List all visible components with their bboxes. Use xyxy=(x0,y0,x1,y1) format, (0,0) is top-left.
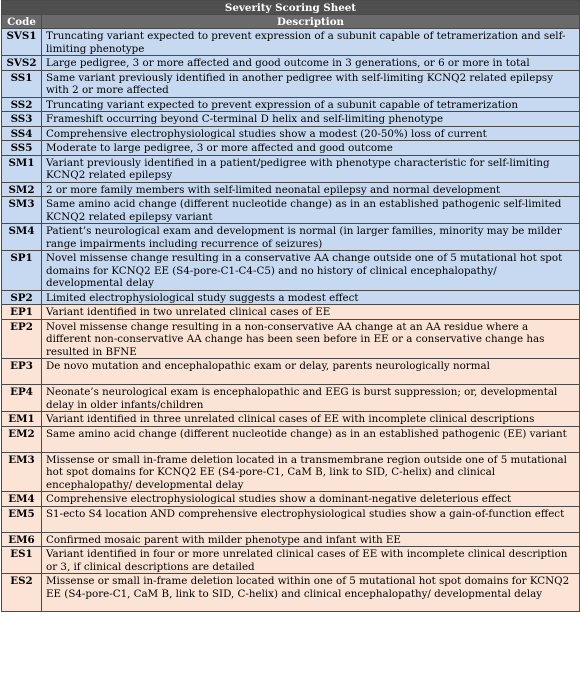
row-description: Truncating variant expected to prevent expression of a subunit capable of tetramerization and self-limiting phenotype xyxy=(42,29,580,56)
row-description: Missense or small in-frame deletion located in a transmembrane region outside one of 5 mutational hot spot domains for KCNQ2 EE (S4-pore-C1, CaM B, link to SID, C-helix) and clinical encephalopathy/ developmental delay xyxy=(42,452,580,492)
row-code: EM2 xyxy=(2,426,42,452)
title-row xyxy=(2,1,580,15)
header-row xyxy=(2,15,580,29)
table-row xyxy=(2,426,580,452)
row-description: Confirmed mosaic parent with milder phenotype and infant with EE xyxy=(42,532,580,547)
table-row xyxy=(2,251,580,291)
row-code: EM1 xyxy=(2,412,42,427)
row-code: EM3 xyxy=(2,452,42,492)
table-row xyxy=(2,56,580,71)
table-row xyxy=(2,141,580,156)
table-row xyxy=(2,126,580,141)
table-row xyxy=(2,547,580,574)
row-code: EP2 xyxy=(2,319,42,359)
table-row xyxy=(2,532,580,547)
table-row xyxy=(2,305,580,320)
code-column-header: Code xyxy=(2,15,42,29)
table-row xyxy=(2,385,580,412)
table-row xyxy=(2,359,580,385)
table-row xyxy=(2,29,580,56)
table-body xyxy=(2,29,580,612)
row-description: Novel missense change resulting in a non-conservative AA change at an AA residue where a different non-conservative AA change has been seen before in EE or a conservative change has resulted in BFNE xyxy=(42,319,580,359)
table-row xyxy=(2,506,580,532)
row-description: Moderate to large pedigree, 3 or more affected and good outcome xyxy=(42,141,580,156)
row-code: SM3 xyxy=(2,197,42,224)
table-row xyxy=(2,412,580,427)
row-code: SS4 xyxy=(2,126,42,141)
table-row xyxy=(2,319,580,359)
row-code: SS3 xyxy=(2,112,42,127)
row-code: SM4 xyxy=(2,224,42,251)
row-description: Same variant previously identified in another pedigree with self-limiting KCNQ2 related epilepsy with 2 or more affected xyxy=(42,70,580,97)
row-description: Variant identified in four or more unrelated clinical cases of EE with incomplete clinical description or 3, if clinical descriptions are detailed xyxy=(42,547,580,574)
row-code: ES2 xyxy=(2,574,42,612)
row-code: SM2 xyxy=(2,182,42,197)
table-row xyxy=(2,97,580,112)
row-code: SVS1 xyxy=(2,29,42,56)
row-description: Same amino acid change (different nucleotide change) as in an established pathogenic (EE) variant xyxy=(42,426,580,452)
row-description: Comprehensive electrophysiological studies show a modest (20-50%) loss of current xyxy=(42,126,580,141)
row-code: SS1 xyxy=(2,70,42,97)
row-description: Neonate’s neurological exam is encephalopathic and EEG is burst suppression; or, developmental delay in older infants/children xyxy=(42,385,580,412)
row-description: Same amino acid change (different nucleotide change) as in an established pathogenic self-limited KCNQ2 related epilepsy variant xyxy=(42,197,580,224)
severity-scoring-table xyxy=(1,0,580,612)
row-code: ES1 xyxy=(2,547,42,574)
row-code: SP1 xyxy=(2,251,42,291)
table-row xyxy=(2,182,580,197)
row-code: EP3 xyxy=(2,359,42,385)
row-description: Truncating variant expected to prevent expression of a subunit capable of tetramerization xyxy=(42,97,580,112)
row-description: Variant previously identified in a patient/pedigree with phenotype characteristic for self-limiting KCNQ2 related epilepsy xyxy=(42,155,580,182)
row-description: Novel missense change resulting in a conservative AA change outside one of 5 mutational hot spot domains for KCNQ2 EE (S4-pore-C1-C4-C5) and no history of clinical encephalopathy/ developmental delay xyxy=(42,251,580,291)
row-description: Comprehensive electrophysiological studies show a dominant-negative deleterious effect xyxy=(42,492,580,507)
row-code: SVS2 xyxy=(2,56,42,71)
table-row xyxy=(2,574,580,612)
row-code: EP4 xyxy=(2,385,42,412)
table-row xyxy=(2,155,580,182)
row-description: Variant identified in three unrelated clinical cases of EE with incomplete clinical descriptions xyxy=(42,412,580,427)
row-code: EM5 xyxy=(2,506,42,532)
row-code: EM6 xyxy=(2,532,42,547)
row-description: Limited electrophysiological study suggests a modest effect xyxy=(42,290,580,305)
table-row xyxy=(2,70,580,97)
row-description: Frameshift occurring beyond C-terminal D helix and self-limiting phenotype xyxy=(42,112,580,127)
row-description: S1-ecto S4 location AND comprehensive electrophysiological studies show a gain-of-function effect xyxy=(42,506,580,532)
row-code: SS5 xyxy=(2,141,42,156)
table-row xyxy=(2,492,580,507)
table-row xyxy=(2,452,580,492)
row-description: Large pedigree, 3 or more affected and good outcome in 3 generations, or 6 or more in total xyxy=(42,56,580,71)
table-row xyxy=(2,112,580,127)
table-title: Severity Scoring Sheet xyxy=(2,1,580,15)
row-code: SP2 xyxy=(2,290,42,305)
table-row xyxy=(2,197,580,224)
table-row xyxy=(2,290,580,305)
row-description: De novo mutation and encephalopathic exam or delay, parents neurologically normal xyxy=(42,359,580,385)
row-description: Patient’s neurological exam and development is normal (in larger families, minority may be milder range impairments including recurrence of seizures) xyxy=(42,224,580,251)
row-description: 2 or more family members with self-limited neonatal epilepsy and normal development xyxy=(42,182,580,197)
row-code: SS2 xyxy=(2,97,42,112)
row-description: Variant identified in two unrelated clinical cases of EE xyxy=(42,305,580,320)
row-description: Missense or small in-frame deletion located within one of 5 mutational hot spot domains for KCNQ2 EE (S4-pore-C1, CaM B, link to SID, C-helix) and clinical encephalopathy/ developmental delay xyxy=(42,574,580,612)
row-code: EP1 xyxy=(2,305,42,320)
table-row xyxy=(2,224,580,251)
row-code: EM4 xyxy=(2,492,42,507)
description-column-header: Description xyxy=(42,15,580,29)
row-code: SM1 xyxy=(2,155,42,182)
